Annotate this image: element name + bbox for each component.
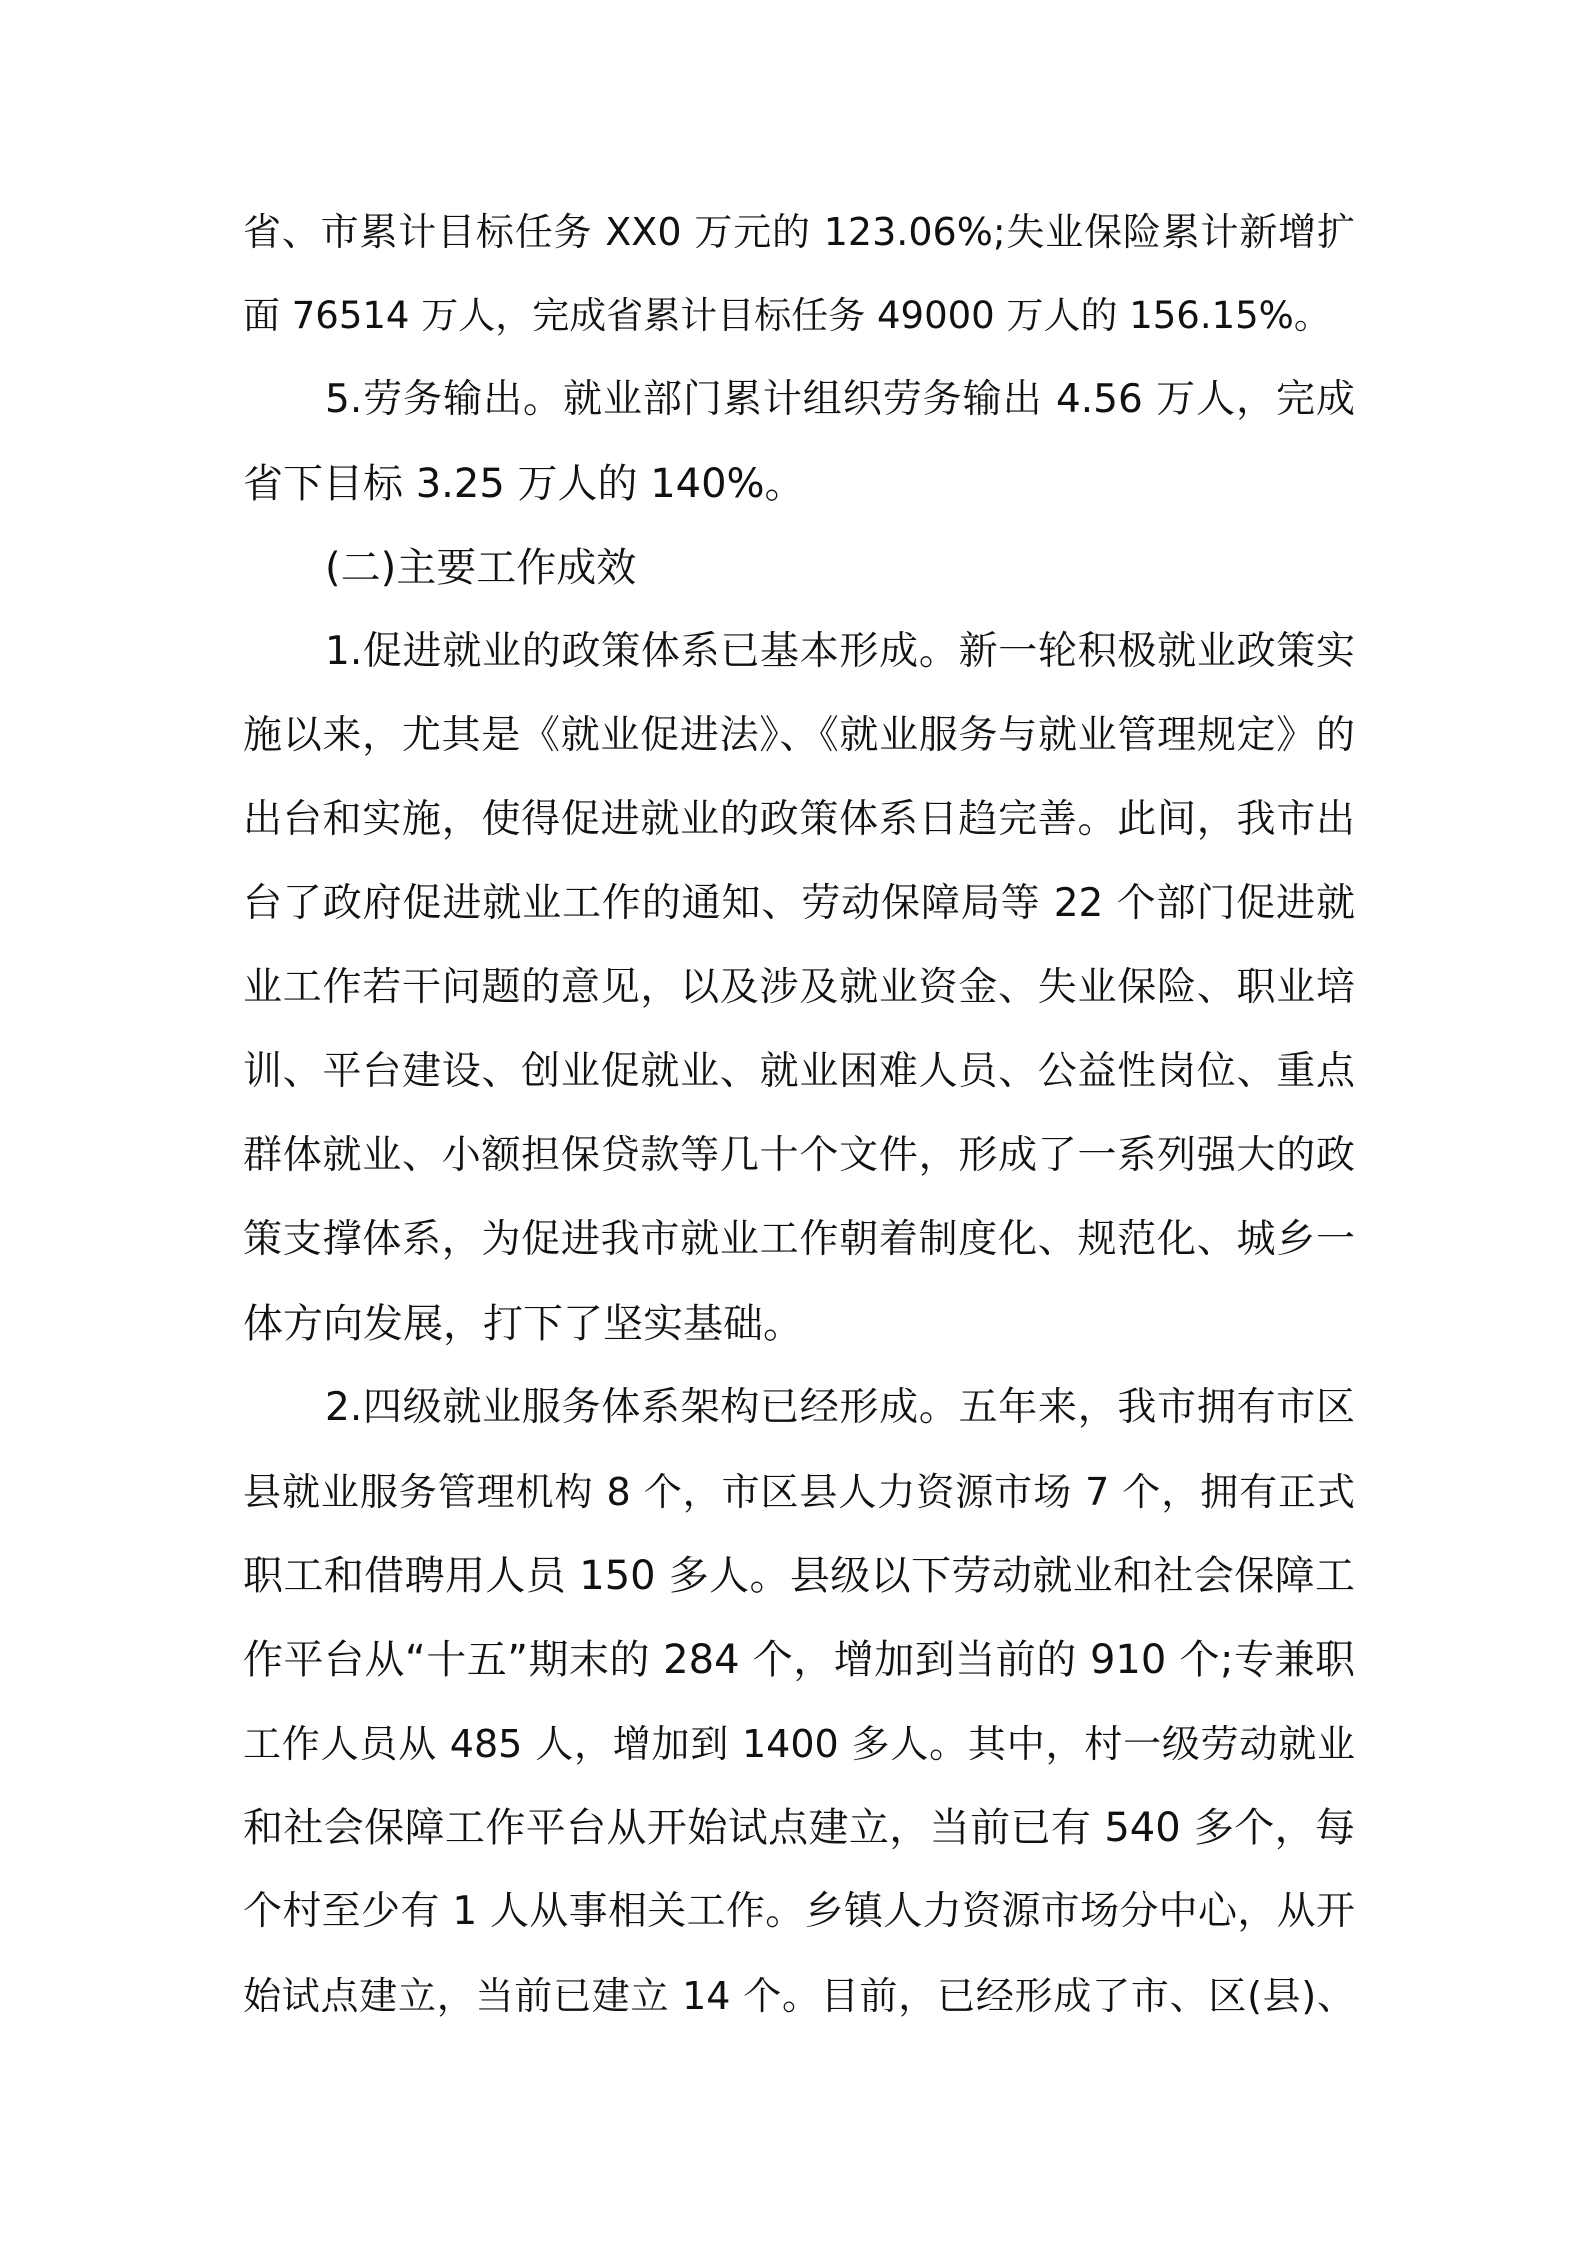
text-line: 策支撑体系，为促进我市就业工作朝着制度化、规范化、城乡一 bbox=[243, 1217, 1355, 1262]
text-line: 群体就业、小额担保贷款等几十个文件，形成了一系列强大的政 bbox=[243, 1133, 1355, 1178]
section-heading: (二)主要工作成效 bbox=[325, 545, 637, 591]
text-line: 始试点建立，当前已建立 14 个。目前，已经形成了市、区(县)、 bbox=[243, 1974, 1355, 2018]
text-line: 省、市累计目标任务 XX0 万元的 123.06%;失业保险累计新增扩 bbox=[243, 210, 1355, 254]
text-line: 5.劳务输出。就业部门累计组织劳务输出 4.56 万人，完成 bbox=[325, 377, 1355, 422]
text-line: 作平台从“十五”期末的 284 个，增加到当前的 910 个;专兼职 bbox=[243, 1637, 1355, 1683]
text-line: 职工和借聘用人员 150 多人。县级以下劳动就业和社会保障工 bbox=[243, 1553, 1355, 1599]
text-line: 工作人员从 485 人，增加到 1400 多人。其中，村一级劳动就业 bbox=[243, 1722, 1355, 1766]
text-line: 体方向发展，打下了坚实基础。 bbox=[243, 1301, 803, 1347]
text-line: 业工作若干问题的意见，以及涉及就业资金、失业保险、职业培 bbox=[243, 965, 1355, 1010]
text-line: 县就业服务管理机构 8 个，市区县人力资源市场 7 个，拥有正式 bbox=[243, 1470, 1355, 1514]
text-line: 训、平台建设、创业促就业、就业困难人员、公益性岗位、重点 bbox=[243, 1049, 1355, 1094]
text-line: 台了政府促进就业工作的通知、劳动保障局等 22 个部门促进就 bbox=[243, 881, 1355, 926]
text-line: 2.四级就业服务体系架构已经形成。五年来，我市拥有市区 bbox=[325, 1385, 1355, 1430]
text-line: 出台和实施，使得促进就业的政策体系日趋完善。此间，我市出 bbox=[243, 797, 1355, 842]
text-line: 个村至少有 1 人从事相关工作。乡镇人力资源市场分中心，从开 bbox=[243, 1889, 1355, 1934]
text-line: 省下目标 3.25 万人的 140%。 bbox=[243, 461, 805, 507]
text-line: 1.促进就业的政策体系已基本形成。新一轮积极就业政策实 bbox=[325, 629, 1355, 674]
text-line: 和社会保障工作平台从开始试点建立，当前已有 540 多个，每 bbox=[243, 1805, 1355, 1851]
text-line: 面 76514 万人，完成省累计目标任务 49000 万人的 156.15%。 bbox=[243, 294, 1331, 337]
text-line: 施以来，尤其是《就业促进法》、《就业服务与就业管理规定》的 bbox=[243, 713, 1355, 758]
